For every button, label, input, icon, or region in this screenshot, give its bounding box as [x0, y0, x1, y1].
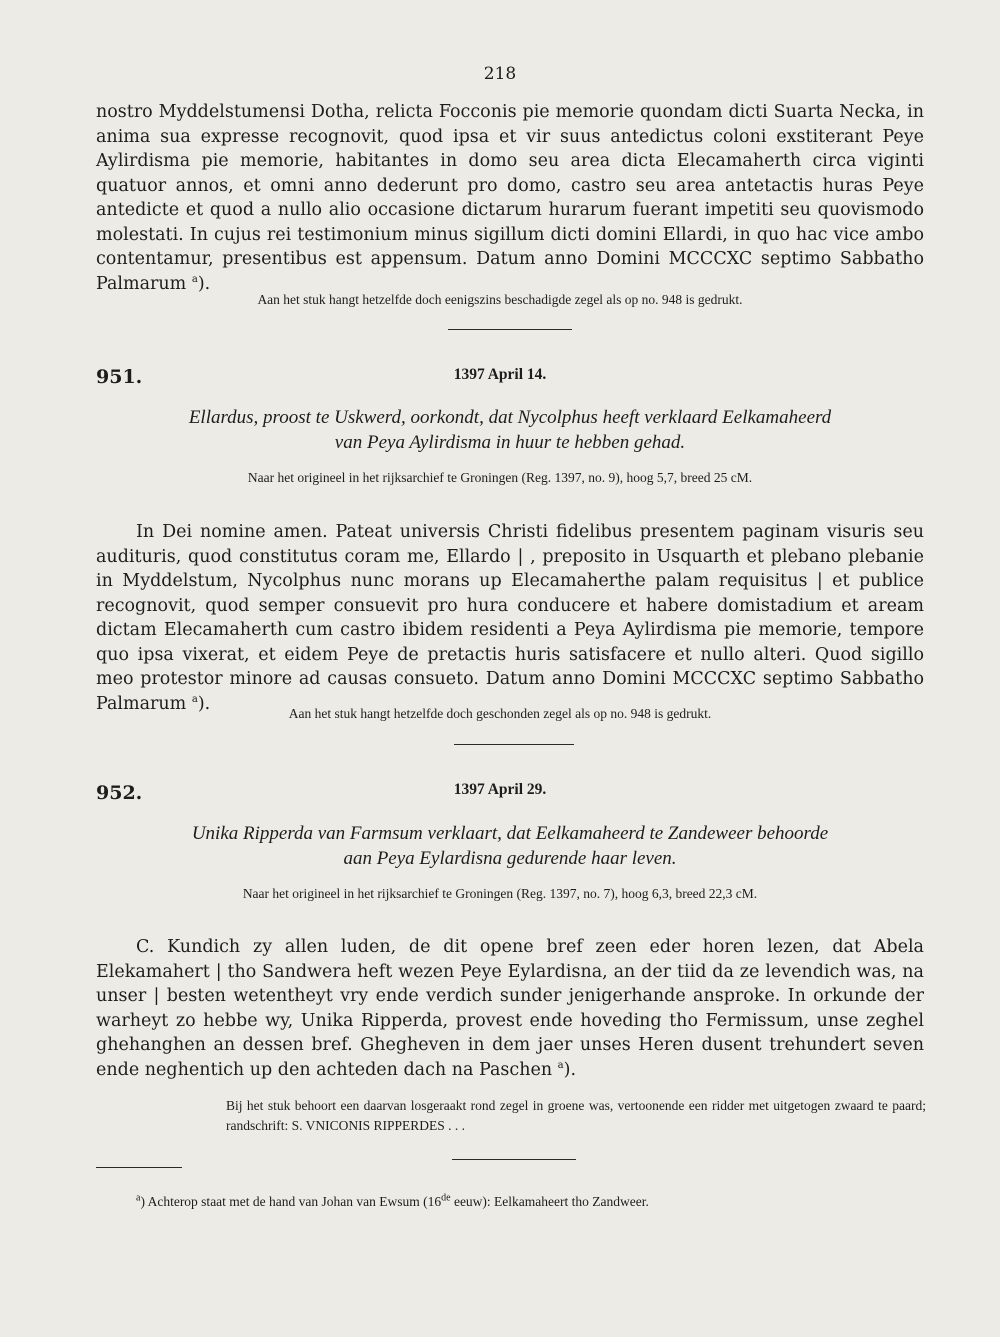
- seal-note: Bij het stuk behoort een daarvan losgeraakt rond zegel in groene was, vertoonende een ridder met uitgetogen zwaard te paard; randschrift: S. VNICONIS RIPPERDES . . .: [226, 1098, 926, 1133]
- seal-note: Aan het stuk hangt hetzelfde doch eenigszins beschadigde zegel als op no. 948 is gedrukt.: [257, 292, 743, 307]
- charter-regest: Ellardus, proost te Uskwerd, oorkondt, dat Nycolphus heeft verklaard Eelkamaheerd van Peya Aylirdisma in huur te hebben gehad.: [188, 407, 832, 453]
- footnote-marker: a: [191, 273, 198, 285]
- charter-text: C. Kundich zy allen luden, de dit opene bref zeen eder horen lezen, dat Abela Elekamahert | tho Sandwera heft wezen Peye Eylardisna, an der tiid da ze levendich was, na unser | besten wetentheyt vry ende verdich sunder jenigerhande ansproke. In orkunde der warheyt zo hebbe wy, Unika Ripperda, provest ende hoveding tho Fermissum, unse zeghel ghehanghen an dessen bref. Ghegheven in dem jaer unses Heren dusent trehundert seven ende neghentich up den achteden dach na Paschen $^a$).: [96, 937, 924, 1080]
- section-divider: [454, 744, 574, 745]
- footnote-marker: a: [557, 1059, 564, 1071]
- seal-note: Aan het stuk hangt hetzelfde doch geschonden zegel als op no. 948 is gedrukt.: [288, 706, 712, 721]
- charter-date: 1397 April 14.: [453, 366, 547, 383]
- continuation-text: nostro Myddelstumensi Dotha, relicta Focconis pie memorie quondam dicti Suarta Necka, in anima sua expresse recognovit, quod ipsa et vir suus antedictus coloni exstiterant Peye Aylirdisma pie memorie, habitantes in domo seu area dicta Elecamaherth circa viginti quatuor annos, et omni anno dederunt pro domo, castro seu area antetactis huras Peye antedicte et quod a nullo alio occasione dictarum hurarum fuerant impetiti seu quovismodo molestati. In cujus rei testimonium minus sigillum dicti domini Ellardi, in quo hac vice ambo contentamur, presentibus est appensum. Datum anno Domini MCCCXC septimo Sabbatho Palmarum $^a$).: [96, 102, 924, 294]
- charter-number: 951.: [96, 366, 143, 388]
- charter-regest: Unika Ripperda van Farmsum verklaart, dat Eelkamaheerd te Zandeweer behoorde aan Peya Eylardisna gedurende haar leven.: [191, 823, 829, 869]
- footnote-separator: [96, 1167, 182, 1168]
- page-number: 218: [483, 64, 517, 84]
- charter-source: Naar het origineel in het rijksarchief te Groningen (Reg. 1397, no. 9), hoog 5,7, breed 25 cM.: [247, 470, 753, 485]
- charter-text: In Dei nomine amen. Pateat universis Christi fidelibus presentem paginam visuris seu audituris, quod constitutus coram me, Ellardo | , preposito in Usquarth et plebano plebanie in Myddelstum, Nycolphus nunc morans up Elecamaherthe palam requisitus | et publice recognovit, quod semper consuevit pro hura conducere et habere domistadium et aream dictam Elecamaherth cum castro ibidem residenti a Peya Aylirdisma pie memorie, tempore quo ipsa vixerat, et eidem Peye de pretactis huris satisfacere et nullo alteri. Quod sigillo meo protestor minore ad causas consueto. Datum anno Domini MCCCXC septimo Sabbatho Palmarum $^a$).: [96, 522, 924, 714]
- section-divider: [448, 329, 572, 330]
- section-divider: [452, 1159, 576, 1160]
- charter-source: Naar het origineel in het rijksarchief te Groningen (Reg. 1397, no. 7), hoog 6,3, breed 22,3 cM.: [242, 886, 758, 901]
- footnote: $^a$) Achterop staat met de hand van Johan van Ewsum (16de eeuw): Eelkamaheert tho Zandweer.: [136, 1192, 649, 1209]
- charter-date: 1397 April 29.: [453, 781, 547, 798]
- charter-number: 952.: [96, 782, 143, 804]
- footnote-marker: a: [136, 1192, 141, 1204]
- footnote-marker: a: [191, 693, 198, 705]
